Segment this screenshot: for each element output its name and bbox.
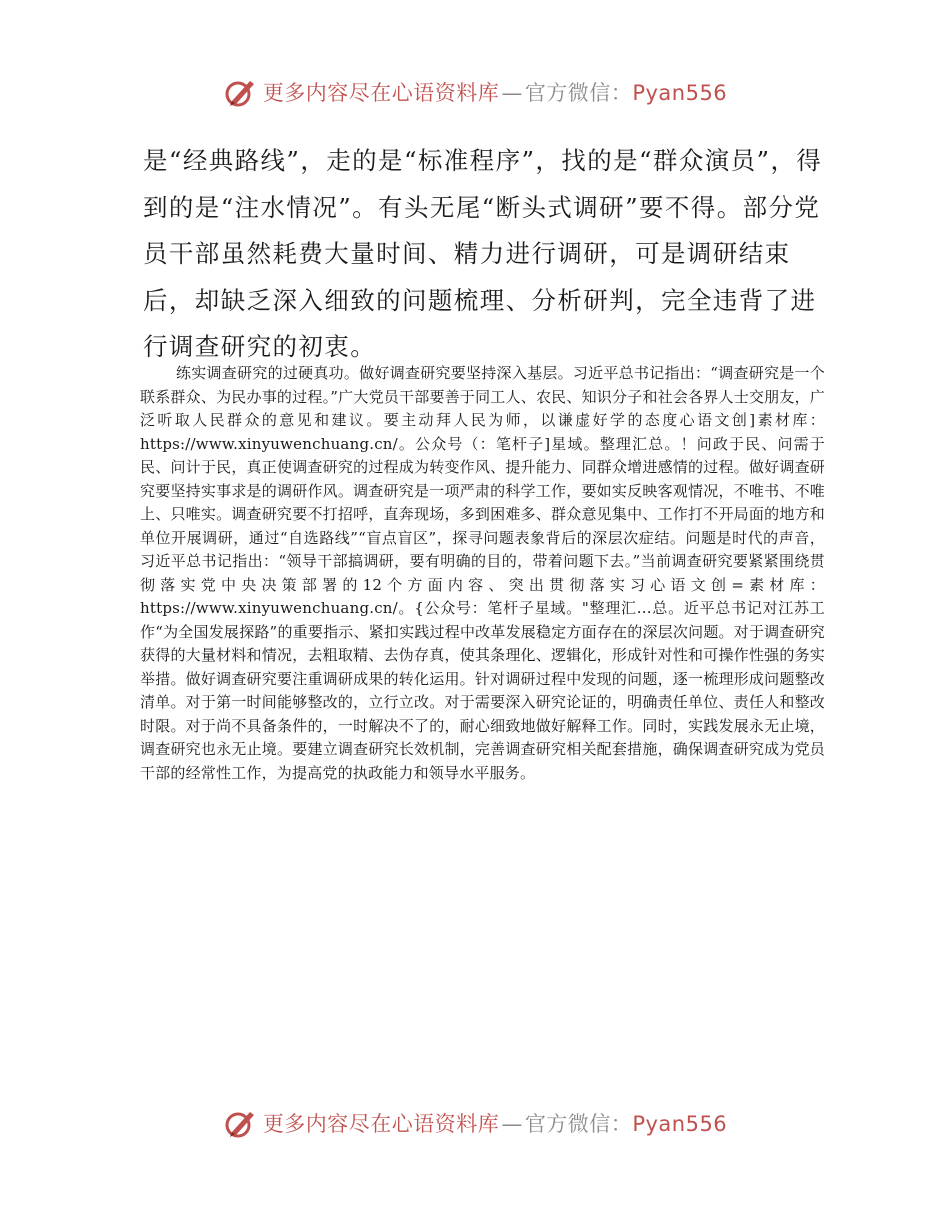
- pen-logo-icon: [223, 1106, 257, 1140]
- banner-account: Pyan556: [632, 81, 728, 105]
- footer-banner-text: [263, 1108, 727, 1138]
- banner-dash: —: [501, 1112, 523, 1136]
- banner-slogan: 更多内容尽在心语资料库: [262, 81, 500, 105]
- banner-account: Pyan556: [632, 1112, 728, 1136]
- footer-banner: [0, 1103, 950, 1143]
- pen-logo-icon: [223, 75, 257, 109]
- banner-wechat-label: 官方微信：: [524, 1112, 633, 1136]
- header-banner-text: [263, 77, 727, 107]
- header-banner: [0, 72, 950, 112]
- banner-wechat-label: 官方微信：: [524, 81, 633, 105]
- banner-slogan: 更多内容尽在心语资料库: [262, 1112, 500, 1136]
- body-paragraph: 练实调查研究的过硬真功。做好调查研究要坚持深入基层。习近平总书记指出：“调查研究是一个联系群众、为民办事的过程。”广大党员干部要善于同工人、农民、知识分子和社会各界人士交朋友，广泛听取人民群众的意见和建议。要主动拜人民为师，以谦虚好学的态度心语文创]素材库：https://www.xinyuwenchuang.cn/。公众号（：笔杆子]星域。整理汇总。！问政于民、问需于民、问计于民，真正使调查研究的过程成为转变作风、提升能力、同群众增进感情的过程。做好调查研究要坚持实事求是的调研作风。调查研究是一项严肃的科学工作，要如实反映客观情况，不唯书、不唯上、只唯实。调查研究要不打招呼，直奔现场，多到困难多、群众意见集中、工作打不开局面的地方和单位开展调研，通过“自选路线”“盲点盲区”，探寻问题表象背后的深层次症结。问题是时代的声音，习近平总书记指出：“领导干部搞调研，要有明确的目的，带着问题下去。”当前调查研究要紧紧围绕贯彻落实党中央决策部署的12个方面内容、突出贯彻落实习心语文创=素材库：https://www.xinyuwenchuang.cn/。{公众号：笔杆子星域。"整理汇…总。近平总书记对江苏工作“为全国发展探路”的重要指示、紧扣实践过程中改革发展稳定方面存在的深层次问题。对于调查研究获得的大量材料和情况，去粗取精、去伪存真，使其条理化、逻辑化，形成针对性和可操作性强的务实举措。做好调查研究要注重调研成果的转化运用。针对调研过程中发现的问题，逐一梳理形成问题整改清单。对于第一时间能够整改的，立行立改。对于需要深入研究论证的，明确责任单位、责任人和整改时限。对于尚不具备条件的，一时解决不了的，耐心细致地做好解释工作。同时，实践发展永无止境，调查研究也永无止境。要建立调查研究长效机制，完善调查研究相关配套措施，确保调查研究成为党员干部的经常性工作，为提高党的执政能力和领导水平服务。: [140, 364, 825, 782]
- intro-paragraph: 是“经典路线”，走的是“标准程序”，找的是“群众演员”，得到的是“注水情况”。有头无尾“断头式调研”要不得。部分党员干部虽然耗费大量时间、精力进行调研，可是调研结束后，却缺乏深入细致的问题梳理、分析研判，完全违背了进行调查研究的初衷。: [143, 146, 823, 361]
- banner-dash: —: [501, 81, 523, 105]
